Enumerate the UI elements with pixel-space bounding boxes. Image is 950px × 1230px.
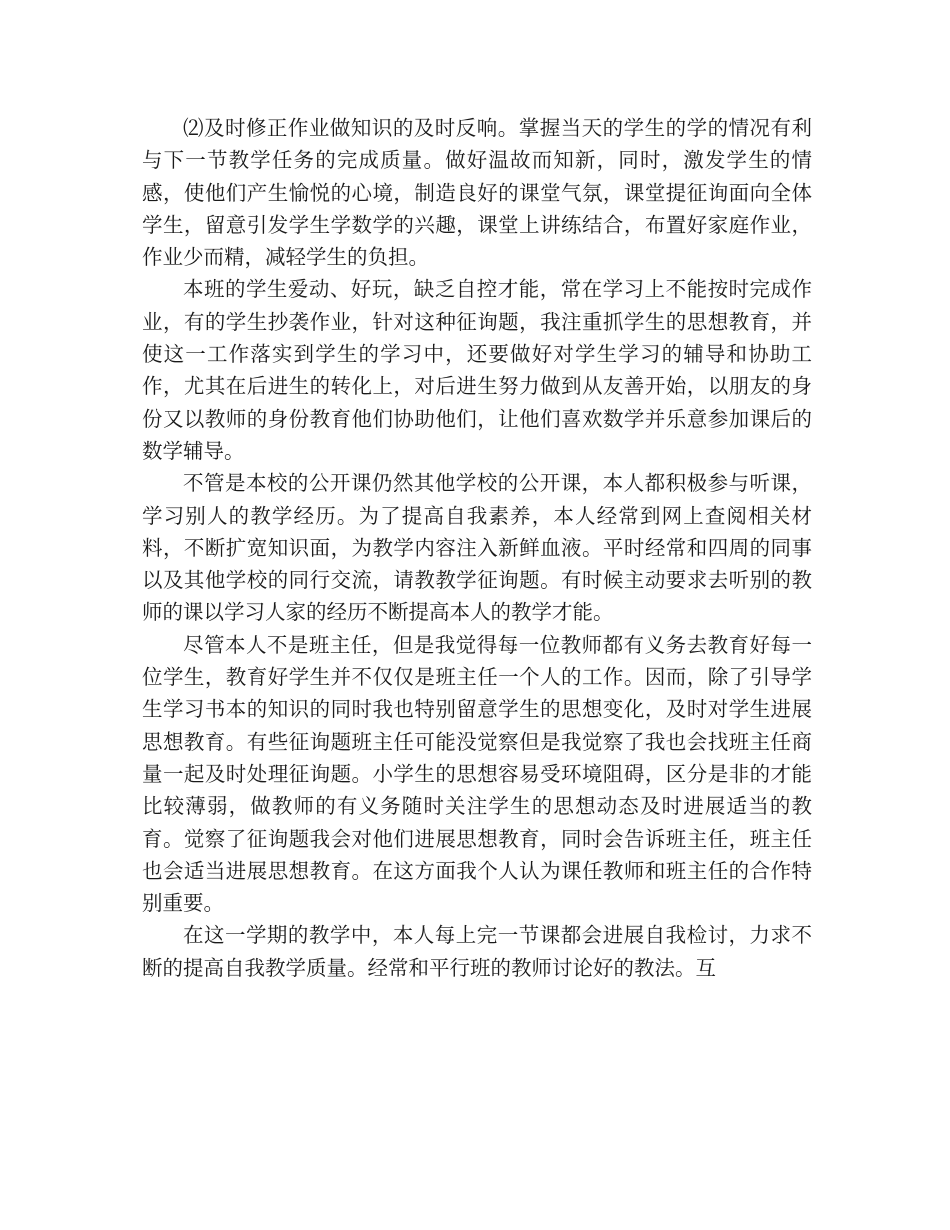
paragraph-lesson-observation: 不管是本校的公开课仍然其他学校的公开课，本人都积极参与听课，学习别人的教学经历。为了提高自我素养，本人经常到网上查阅相关材料，不断扩宽知识面，为教学内容注入新鲜血液。平时经常和四周的同事以及其他学校的同行交流，请教教学征询题。有时候主动要求去听别的教师的课以学习人家的经历不断提高本人的教学才能。 xyxy=(142,471,812,625)
paragraph-self-review: 在这一学期的教学中，本人每上完一节课都会进展自我检讨，力求不断的提高自我教学质量。经常和平行班的教师讨论好的教法。互 xyxy=(142,923,812,980)
paragraph-class-discipline: 本班的学生爱动、好玩，缺乏自控才能，常在学习上不能按时完成作业，有的学生抄袭作业，针对这种征询题，我注重抓学生的思想教育，并使这一工作落实到学生的学习中，还要做好对学生学习的辅导和协助工作，尤其在后进生的转化上，对后进生努力做到从友善开始，以朋友的身份又以教师的身份教育他们协助他们，让他们喜欢数学并乐意参加课后的数学辅导。 xyxy=(142,277,812,463)
paragraph-homework-feedback: ⑵及时修正作业做知识的及时反响。掌握当天的学生的学的情况有利与下一节教学任务的完成质量。做好温故而知新，同时，激发学生的情感，使他们产生愉悦的心境，制造良好的课堂气氛，课堂提征询面向全体学生，留意引发学生学数学的兴趣，课堂上讲练结合，布置好家庭作业，作业少而精，减轻学生的负担。 xyxy=(142,116,812,270)
paragraph-moral-education: 尽管本人不是班主任，但是我觉得每一位教师都有义务去教育好每一位学生，教育好学生并不仅仅是班主任一个人的工作。因而，除了引导学生学习书本的知识的同时我也特别留意学生的思想变化，及时对学生进展思想教育。有些征询题班主任可能没觉察但是我觉察了我也会找班主任商量一起及时处理征询题。小学生的思想容易受环境阻碍，区分是非的才能比较薄弱，做教师的有义务随时关注学生的思想动态及时进展适当的教育。觉察了征询题我会对他们进展思想教育，同时会告诉班主任，班主任也会适当进展思想教育。在这方面我个人认为课任教师和班主任的合作特别重要。 xyxy=(142,632,812,916)
document-body xyxy=(142,112,812,984)
